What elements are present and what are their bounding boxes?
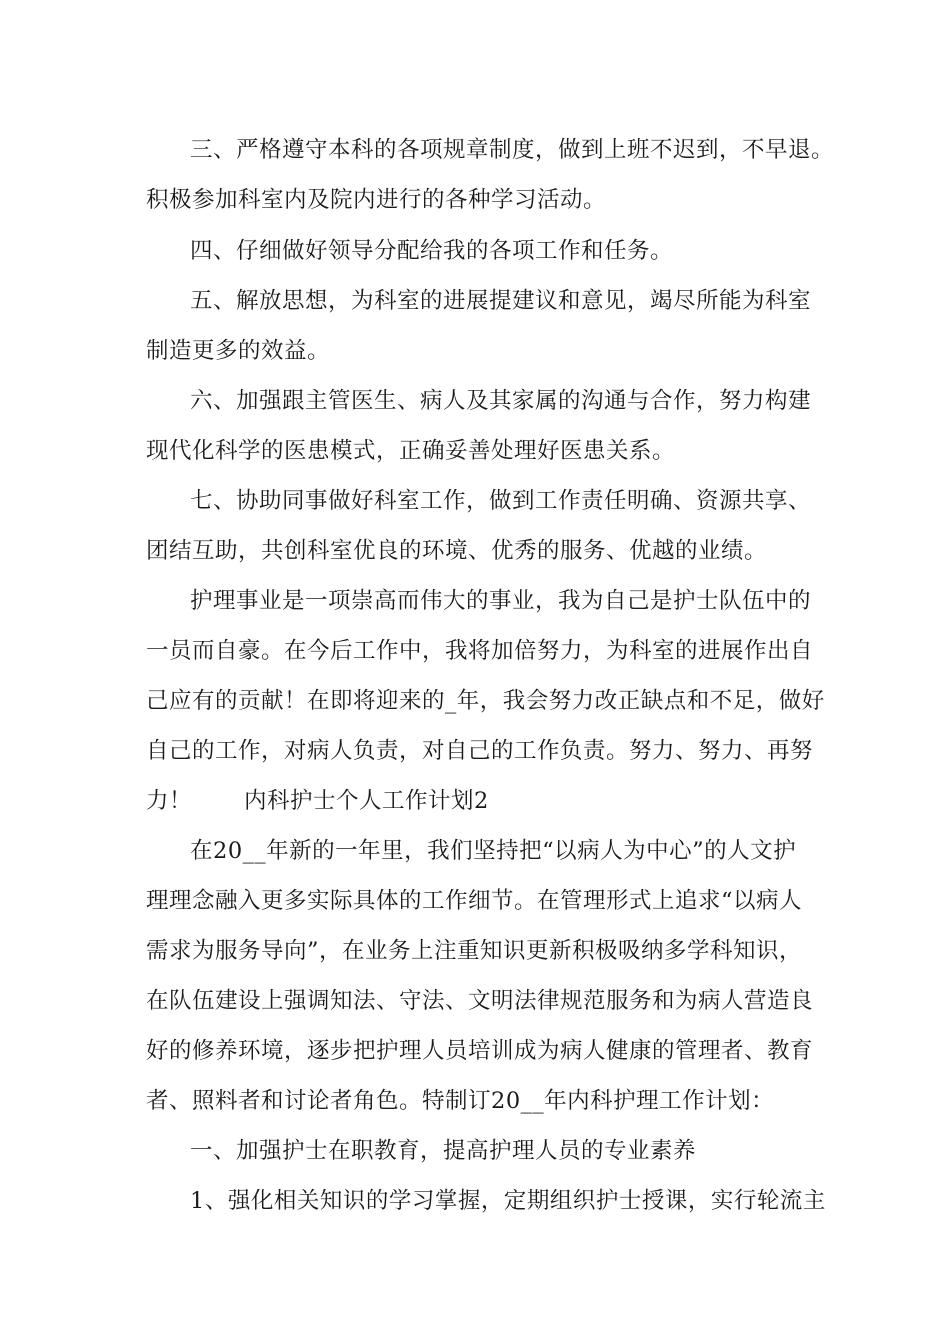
paragraph-line: 现代化科学的医患模式，正确妥善处理好医患关系。	[146, 438, 676, 464]
paragraph-line: 四、仔细做好领导分配给我的各项工作和任务。	[190, 238, 674, 264]
paragraph-line: 三、严格遵守本科的各项规章制度，做到上班不迟到，不早退。	[190, 137, 835, 163]
paragraph-line: 一、加强护士在职教育，提高护理人员的专业素养	[190, 1138, 697, 1164]
paragraph-line: 己应有的贡献！在即将迎来的_年，我会努力改正缺点和不足，做好	[146, 688, 825, 714]
paragraph-line: 护理事业是一项崇高而伟大的事业，我为自己是护士队伍中的	[190, 588, 812, 614]
paragraph-line: 需求为服务导向”，在业务上注重知识更新积极吸纳多学科知识，	[146, 938, 803, 964]
paragraph-text: 力！	[146, 788, 193, 814]
paragraph-line: 者、照料者和讨论者角色。特制订20__年内科护理工作计划：	[146, 1088, 775, 1114]
paragraph-line: 1、强化相关知识的学习掌握，定期组织护士授课，实行轮流主	[190, 1188, 826, 1214]
paragraph-line: 在队伍建设上强调知法、守法、文明法律规范服务和为病人营造良	[146, 988, 814, 1014]
paragraph-line: 制造更多的效益。	[146, 338, 331, 364]
paragraph-line: 五、解放思想，为科室的进展提建议和意见，竭尽所能为科室	[190, 288, 812, 314]
paragraph-line-with-heading	[146, 786, 489, 816]
paragraph-line: 积极参加科室内及院内进行的各种学习活动。	[146, 187, 607, 213]
paragraph-line: 七、协助同事做好科室工作，做到工作责任明确、资源共享、	[190, 488, 812, 514]
section-heading: 内科护士个人工作计划2	[244, 788, 489, 814]
paragraph-line: 好的修养环境，逐步把护理人员培训成为病人健康的管理者、教育	[146, 1038, 814, 1064]
paragraph-line: 自己的工作，对病人负责，对自己的工作负责。努力、努力、再努	[146, 738, 814, 764]
paragraph-line: 团结互助，共创科室优良的环境、优秀的服务、优越的业绩。	[146, 538, 768, 564]
paragraph-line: 六、加强跟主管医生、病人及其家属的沟通与合作，努力构建	[190, 388, 812, 414]
paragraph-line: 在20__年新的一年里，我们坚持把“以病人为中心”的人文护	[190, 838, 797, 864]
paragraph-line: 理理念融入更多实际具体的工作细节。在管理形式上追求“以病人	[146, 888, 803, 914]
paragraph-line: 一员而自豪。在今后工作中，我将加倍努力，为科室的进展作出自	[146, 638, 814, 664]
